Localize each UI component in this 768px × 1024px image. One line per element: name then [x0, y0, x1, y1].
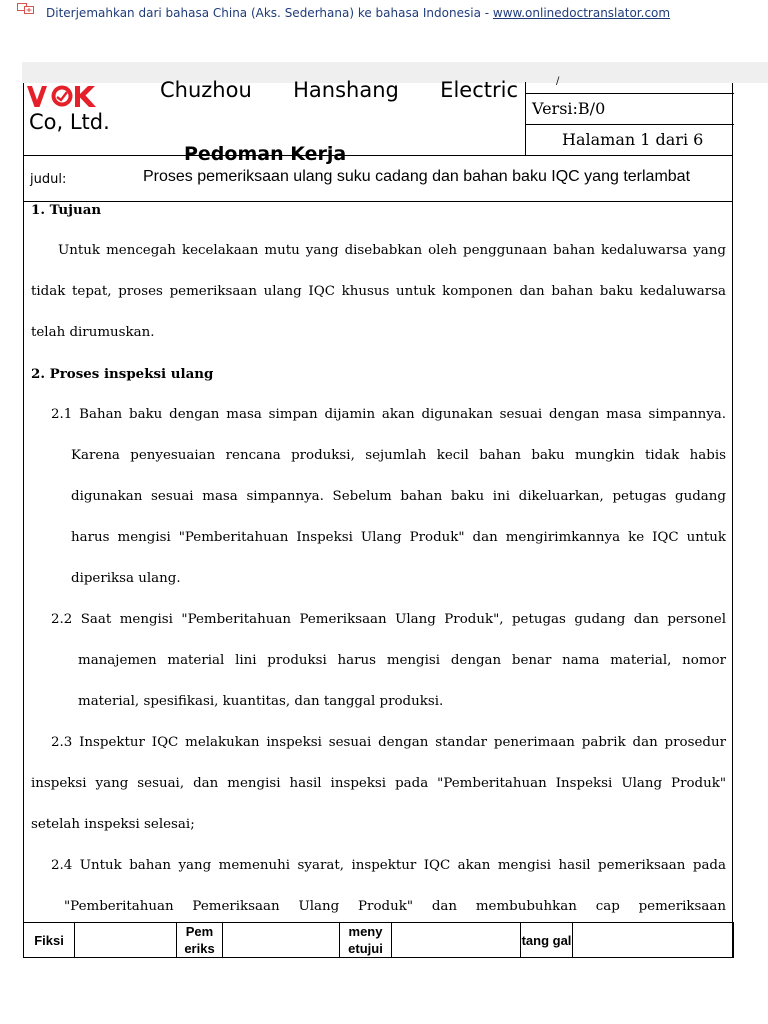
- document-title: Proses pemeriksaan ulang suku cadang dan bahan baku IQC yang terlambat: [143, 168, 691, 185]
- paragraph-line: 2.3 Inspektur IQC melakukan inspeksi sesuai dengan standar penerimaan pabrik dan prosedur: [51, 735, 726, 750]
- paragraph-line: Untuk mencegah kecelakaan mutu yang disebabkan oleh penggunaan bahan kedaluwarsa yang: [58, 243, 726, 258]
- translator-banner: [0, 0, 768, 62]
- company-word-2: Hanshang: [293, 78, 399, 102]
- paragraph-line: manajemen material lini produksi harus mengisi dengan benar nama material, nomor: [78, 653, 726, 668]
- company-name: [160, 78, 518, 102]
- section-heading-1: 1. Tujuan: [31, 202, 102, 218]
- company-word-1: Chuzhou: [160, 78, 252, 102]
- document-type: Pedoman Kerja: [184, 143, 347, 165]
- fiksi-label: Fiksi: [24, 923, 75, 958]
- meta-row-version: [526, 94, 734, 125]
- paragraph-line: Karena penyesuaian rencana produksi, sejumlah kecil bahan baku mungkin tidak habis: [71, 448, 726, 463]
- translator-link[interactable]: www.onlinedoctranslator.com: [492, 6, 671, 20]
- document-page: [23, 76, 733, 958]
- fiksi-cell: [75, 923, 177, 958]
- document-body: [31, 202, 726, 941]
- menyetujui-label: meny etujui: [340, 923, 392, 958]
- paragraph-line: inspeksi yang sesuai, dan mengisi hasil inspeksi pada "Pemberitahuan Inspeksi Ulang Produk": [31, 776, 726, 791]
- paragraph-line: 2.1 Bahan baku dengan masa simpan dijamin akan digunakan sesuai dengan masa simpannya.: [51, 407, 726, 422]
- paragraph-line: 2.2 Saat mengisi "Pemberitahuan Pemeriksaan Ulang Produk", petugas gudang dan personel: [51, 612, 726, 627]
- meta-row-clipped: /: [526, 82, 734, 94]
- banner-text: [46, 6, 670, 20]
- version-text: Versi:B/0: [532, 99, 606, 118]
- menyetujui-cell: [392, 923, 521, 958]
- tanggal-cell: [573, 923, 734, 958]
- paragraph-line: digunakan sesuai masa simpannya. Sebelum bahan baku ini dikeluarkan, petugas gudang: [71, 489, 726, 504]
- signature-footer: [23, 922, 733, 958]
- meta-row-page: [526, 125, 734, 155]
- paragraph-line: material, spesifikasi, kuantitas, dan tanggal produksi.: [78, 694, 444, 709]
- company-word-3: Electric: [440, 78, 518, 102]
- banner-message: Diterjemahkan dari bahasa China (Aks. Sederhana) ke bahasa Indonesia -: [46, 6, 493, 20]
- document-meta-box: [525, 76, 734, 155]
- paragraph-line: harus mengisi "Pemberitahuan Inspeksi Ulang Produk" dan mengirimkannya ke IQC untuk: [71, 530, 726, 545]
- tanggal-label: tang gal: [521, 923, 573, 958]
- paragraph-line: diperiksa ulang.: [71, 571, 181, 586]
- section-heading-2: 2. Proses inspeksi ulang: [31, 366, 214, 382]
- paragraph-line: setelah inspeksi selesai;: [31, 817, 195, 832]
- paragraph-line: 2.4 Untuk bahan yang memenuhi syarat, inspektur IQC akan mengisi hasil pemeriksaan pada: [51, 858, 726, 873]
- paragraph-line: telah dirumuskan.: [31, 325, 155, 340]
- page-number-text: Halaman 1 dari 6: [562, 130, 704, 149]
- paragraph-line: tidak tepat, proses pemeriksaan ulang IQC khusus untuk komponen dan bahan baku kedaluwarsa: [31, 284, 726, 299]
- signature-table: [23, 922, 734, 958]
- title-row: [24, 155, 733, 202]
- company-logo: [26, 83, 106, 109]
- pemeriks-label: Pem eriks: [177, 923, 223, 958]
- paragraph-line: "Pemberitahuan Pemeriksaan Ulang Produk" dan membubuhkan cap pemeriksaan: [64, 899, 726, 914]
- pemeriks-cell: [223, 923, 340, 958]
- title-label: judul:: [30, 172, 67, 187]
- translate-icon: [17, 3, 35, 15]
- company-name-suffix: Co, Ltd.: [29, 110, 110, 134]
